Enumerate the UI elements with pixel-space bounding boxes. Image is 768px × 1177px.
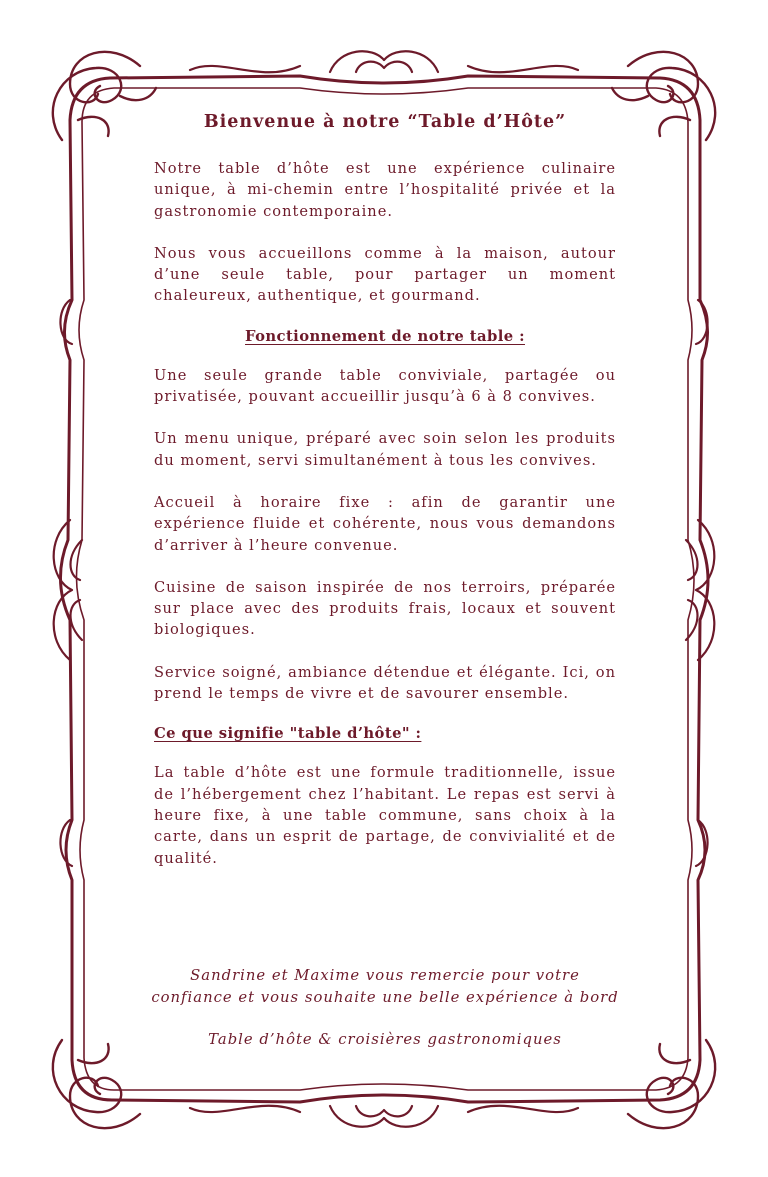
corner-ornament-top-left [53,52,156,140]
signification-paragraph: La table d’hôte est une formule traditionnelle, issue de l’hébergement chez l’habitant. Le repas est servi à heure fixe, à une table commune, sans choix à la carte, dans un esprit de partage, de convivialité et de qualité. [154,764,616,867]
corner-ornament-bottom-left [53,1040,140,1128]
intro-paragraph-1: Notre table d’hôte est une expérience culinaire unique, à mi-chemin entre l’hospitalité privée et la gastronomie contemporaine. [154,160,616,220]
page-title: Bienvenue à notre “Table d’Hôte” [203,112,567,132]
bottom-center-crest [190,1106,578,1127]
section-heading-signification: Ce que signifie "table d’hôte" : [154,725,422,743]
section-heading-fonctionnement: Fonctionnement de notre table : [245,327,525,345]
closing-line-2: confiance et vous souhaite une belle expérience à bord [151,988,619,1006]
fonctionnement-item-2: Un menu unique, préparé avec soin selon les produits du moment, servi simultanément à tous les convives. [154,430,616,469]
corner-ornament-bottom-right [628,1040,715,1128]
closing-line-1: Sandrine et Maxime vous remercie pour votre [190,967,580,984]
fonctionnement-item-3: Accueil à horaire fixe : afin de garantir une expérience fluide et cohérente, nous vous demandons d’arriver à l’heure convenue. [154,493,616,554]
tagline: Table d’hôte & croisières gastronomiques [208,1031,562,1048]
left-side-flourish [54,300,82,866]
menu-content [154,112,616,890]
top-center-crest [190,51,578,72]
fonctionnement-item-5: Service soigné, ambiance détendue et élégante. Ici, on prend le temps de vivre et de savourer ensemble. [154,663,616,703]
right-side-flourish [686,300,714,866]
intro-paragraph-2: Nous vous accueillons comme à la maison, autour d’une seule table, pour partager un moment chaleureux, authentique, et gourmand. [154,244,616,305]
closing-message [150,965,620,1009]
fonctionnement-item-1: Une seule grande table conviviale, partagée ou privatisée, pouvant accueillir jusqu’à 6 à 8 convives. [154,366,616,406]
fonctionnement-item-4: Cuisine de saison inspirée de nos terroirs, préparée sur place avec des produits frais, locaux et souvent biologiques. [154,578,616,639]
